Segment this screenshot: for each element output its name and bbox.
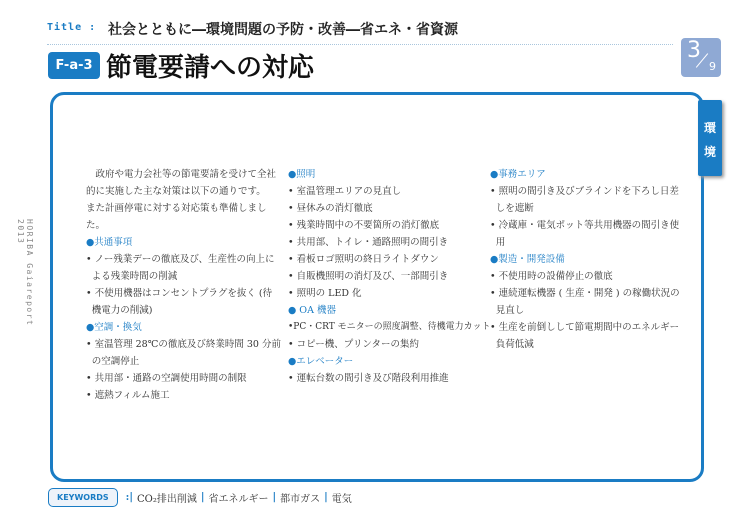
page-title: 節電要請への対応 <box>106 53 315 83</box>
section-heading: ●照明 <box>288 169 316 180</box>
intro-text: 政府や電力会社等の節電要請を受けて全社的に実施した主な対策は以下の通りです。 <box>86 169 277 197</box>
list-item: • 不使用時の設備停止の徹底 <box>490 271 613 282</box>
section-heading: ●事務エリア <box>490 169 546 180</box>
page-total: 9 <box>709 60 716 73</box>
list-item: • 冷蔵庫・電気ポット等共用機器の間引き使用 <box>490 220 680 248</box>
keyword: 都市ガス <box>280 494 321 505</box>
category-tab[interactable] <box>698 100 722 176</box>
keyword: 電気 <box>331 494 352 505</box>
column-2 <box>288 166 491 387</box>
list-item: • コピー機、プリンターの集約 <box>288 339 419 350</box>
keywords-bar <box>48 488 352 507</box>
list-item: • 生産を前倒しして節電期間中のエネルギー負荷低減 <box>490 322 680 350</box>
list-item: • 不使用機器はコンセントプラグを抜く (待機電力の削減) <box>86 288 273 316</box>
list-item: • 遮熱フィルム施工 <box>86 390 170 401</box>
keyword-separator: | <box>272 492 277 503</box>
list-item: •PC・CRT モニターの照度調整、待機電力カット <box>288 322 491 332</box>
list-item: • 自販機照明の消灯及び、一部間引き <box>288 271 449 282</box>
page-current: 3 <box>687 38 701 63</box>
section-heading: ●共通事項 <box>86 237 133 248</box>
list-item: • 昼休みの消灯徹底 <box>288 203 373 214</box>
section-heading: ●空調・換気 <box>86 322 142 333</box>
column-3 <box>490 166 685 353</box>
list-item: • 共用部、トイレ・通路照明の間引き <box>288 237 449 248</box>
list-item: • 共用部・通路の空調使用時間の制限 <box>86 373 247 384</box>
keywords-colon: :| <box>125 492 133 503</box>
list-item: • 連続運転機器 ( 生産・開発 ) の稼働状況の見直し <box>490 288 680 316</box>
category-tab-char: 環 <box>703 121 716 135</box>
list-item: • 看板ロゴ照明の終日ライトダウン <box>288 254 439 265</box>
page-number-badge <box>681 38 721 77</box>
list-item: • 残業時間中の不要箇所の消灯徹底 <box>288 220 440 231</box>
list-item: • 運転台数の間引き及び階段利用推進 <box>288 373 449 384</box>
intro-text: また計画停電に対する対応策も準備しました。 <box>86 203 267 231</box>
list-item: • 室温管理エリアの見直し <box>288 186 402 197</box>
section-title: 社会とともに―環境問題の予防・改善―省エネ・省資源 <box>108 22 458 38</box>
section-heading: ●エレベーター <box>288 356 354 367</box>
code-badge: F-a-3 <box>48 52 100 79</box>
keyword: CO₂排出削減 <box>137 494 197 505</box>
title-divider <box>47 44 673 45</box>
keyword-separator: | <box>200 492 205 503</box>
list-item: • 照明の LED 化 <box>288 288 362 299</box>
category-tab-char: 境 <box>703 145 716 159</box>
section-heading: ● OA 機器 <box>288 305 336 316</box>
title-label: Title : <box>47 22 97 33</box>
report-label: HORIBA Gaiareport 2013 <box>16 219 34 327</box>
keyword: 省エネルギー <box>208 494 269 505</box>
list-item: • 照明の間引き及びブラインドを下ろし日差しを遮断 <box>490 186 679 214</box>
list-item: • ノー残業デーの徹底及び、生産性の向上による残業時間の削減 <box>86 254 275 282</box>
column-1 <box>86 166 281 404</box>
keywords-button[interactable]: KEYWORDS <box>48 488 118 507</box>
section-heading: ●製造・開発設備 <box>490 254 565 265</box>
keyword-separator: | <box>324 492 328 503</box>
list-item: • 室温管理 28℃の徹底及び終業時間 30 分前の空調停止 <box>86 339 281 367</box>
